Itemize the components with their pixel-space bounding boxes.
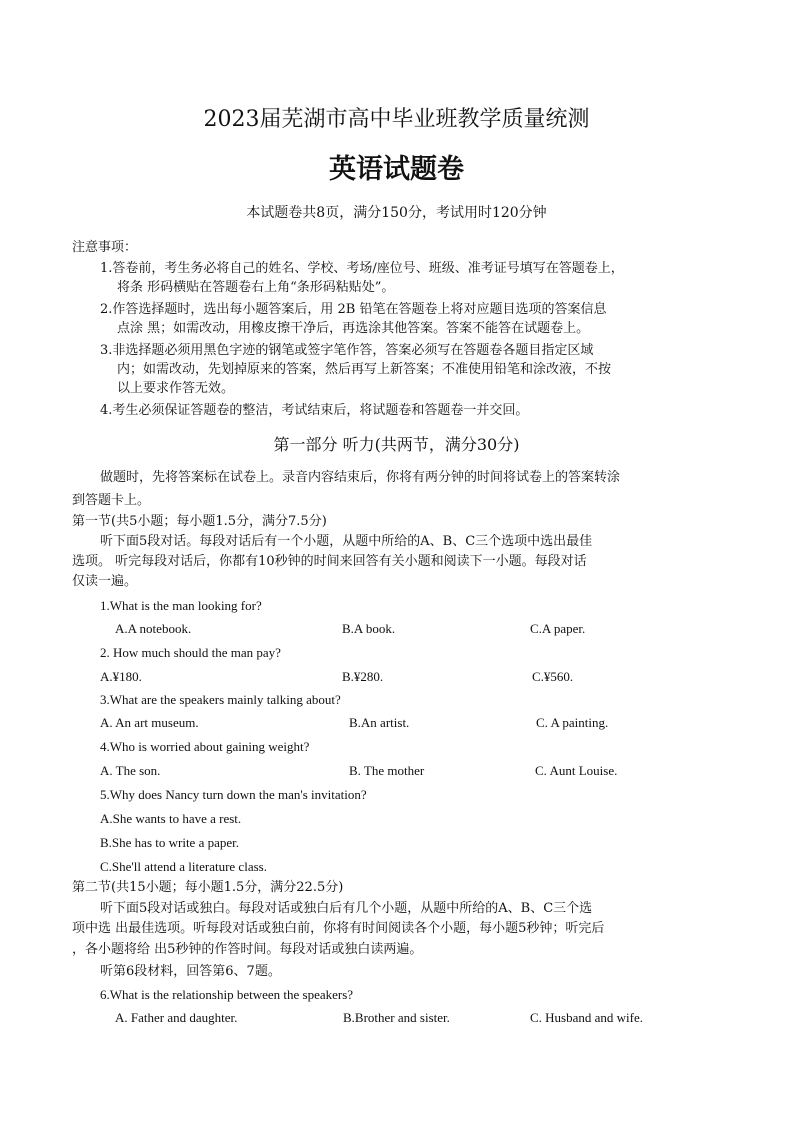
exam-title: 2023届芜湖市高中毕业班教学质量统测 [203,107,590,132]
question-2: 2. How much should the man pay? [100,645,281,660]
section1-instruction: 听下面5段对话。每段对话后有一个小题，从题中所给的A、B、C三个选项中选出最佳 [100,534,593,549]
option-c: C.¥560. [532,669,574,684]
section1-instruction: 仅读一遍。 [72,574,138,589]
section1-heading: 第一节(共5小题；每小题1.5分，满分7.5分) [72,514,327,529]
option-b: B.She has to write a paper. [100,835,239,850]
option-a: A.A notebook. [115,621,192,636]
notice-line: 以上要求作答无效。 [117,381,235,396]
option-a: A. An art museum. [100,715,199,730]
notice-line: 2.作答选择题时，选出每小题答案后，用 2B 铅笔在答题卷上将对应题目选项的答案信息 [100,302,607,317]
part1-intro: 做题时，先将答案标在试卷上。录音内容结束后，你将有两分钟的时间将试卷上的答案转涂 [100,470,621,485]
notice-heading: 注意事项： [72,240,138,255]
question-6: 6.What is the relationship between the speakers? [100,987,354,1002]
section1-instruction: 选项。 听完每段对话后，你都有10秒钟的时间来回答有关小题和阅读下一小题。每段对话 [72,554,587,569]
option-a: A. The son. [100,763,161,778]
exam-info: 本试题卷共8页，满分150分，考试用时120分钟 [246,205,547,221]
section2-instruction: ，各小题将给 出5秒钟的作答时间。每段对话或独白读两遍。 [72,942,423,957]
subject-title: 英语试题卷 [329,154,464,185]
option-b: B.¥280. [342,669,384,684]
option-c: C. Aunt Louise. [535,763,618,778]
option-c: C.A paper. [530,621,586,636]
option-c: C. Husband and wife. [530,1010,644,1025]
question-1: 1.What is the man looking for? [100,598,262,613]
notice-line: 4.考生必须保证答题卷的整洁，考试结束后，将试题卷和答题卷一并交回。 [100,403,529,418]
option-b: B.An artist. [349,715,410,730]
question-3: 3.What are the speakers mainly talking about? [100,692,341,707]
notice-line: 点涂 黑；如需改动，用橡皮擦干净后，再选涂其他答案。答案不能答在试题卷上。 [117,321,590,336]
material-instruction: 听第6段材料，回答第6、7题。 [100,964,281,979]
option-b: B.A book. [342,621,396,636]
option-a: A.¥180. [100,669,142,684]
option-a: A.She wants to have a rest. [100,811,242,826]
section2-heading: 第二节(共15小题；每小题1.5分，满分22.5分) [72,880,344,895]
question-5: 5.Why does Nancy turn down the man's invitation? [100,787,367,802]
option-a: A. Father and daughter. [115,1010,238,1025]
notice-line: 1.答卷前，考生务必将自己的姓名、学校、考场/座位号、班级、准考证号填写在答题卷上， [100,261,624,276]
notice-line: 将条 形码横贴在答题卷右上角“条形码粘贴处”。 [117,280,395,295]
part1-heading: 第一部分 听力(共两节，满分30分) [273,435,520,454]
option-c: C.She'll attend a literature class. [100,859,267,874]
notice-line: 内；如需改动，先划掉原来的答案，然后再写上新答案；不准使用铅笔和涂改液，不按 [117,362,612,377]
question-4: 4.Who is worried about gaining weight? [100,739,310,754]
section2-instruction: 听下面5段对话或独白。每段对话或独白后有几个小题，从题中所给的A、B、C三个选 [100,901,593,916]
option-b: B. The mother [349,763,425,778]
notice-line: 3.非选择题必须用黑色字迹的钢笔或签字笔作答，答案必须写在答题卷各题目指定区域 [100,343,594,358]
option-c: C. A painting. [536,715,609,730]
section2-instruction: 项中选 出最佳选项。听每段对话或独白前，你将有时间阅读各个小题，每小题5秒钟；听完后 [72,921,605,936]
option-b: B.Brother and sister. [343,1010,450,1025]
part1-intro: 到答题卡上。 [72,493,151,508]
